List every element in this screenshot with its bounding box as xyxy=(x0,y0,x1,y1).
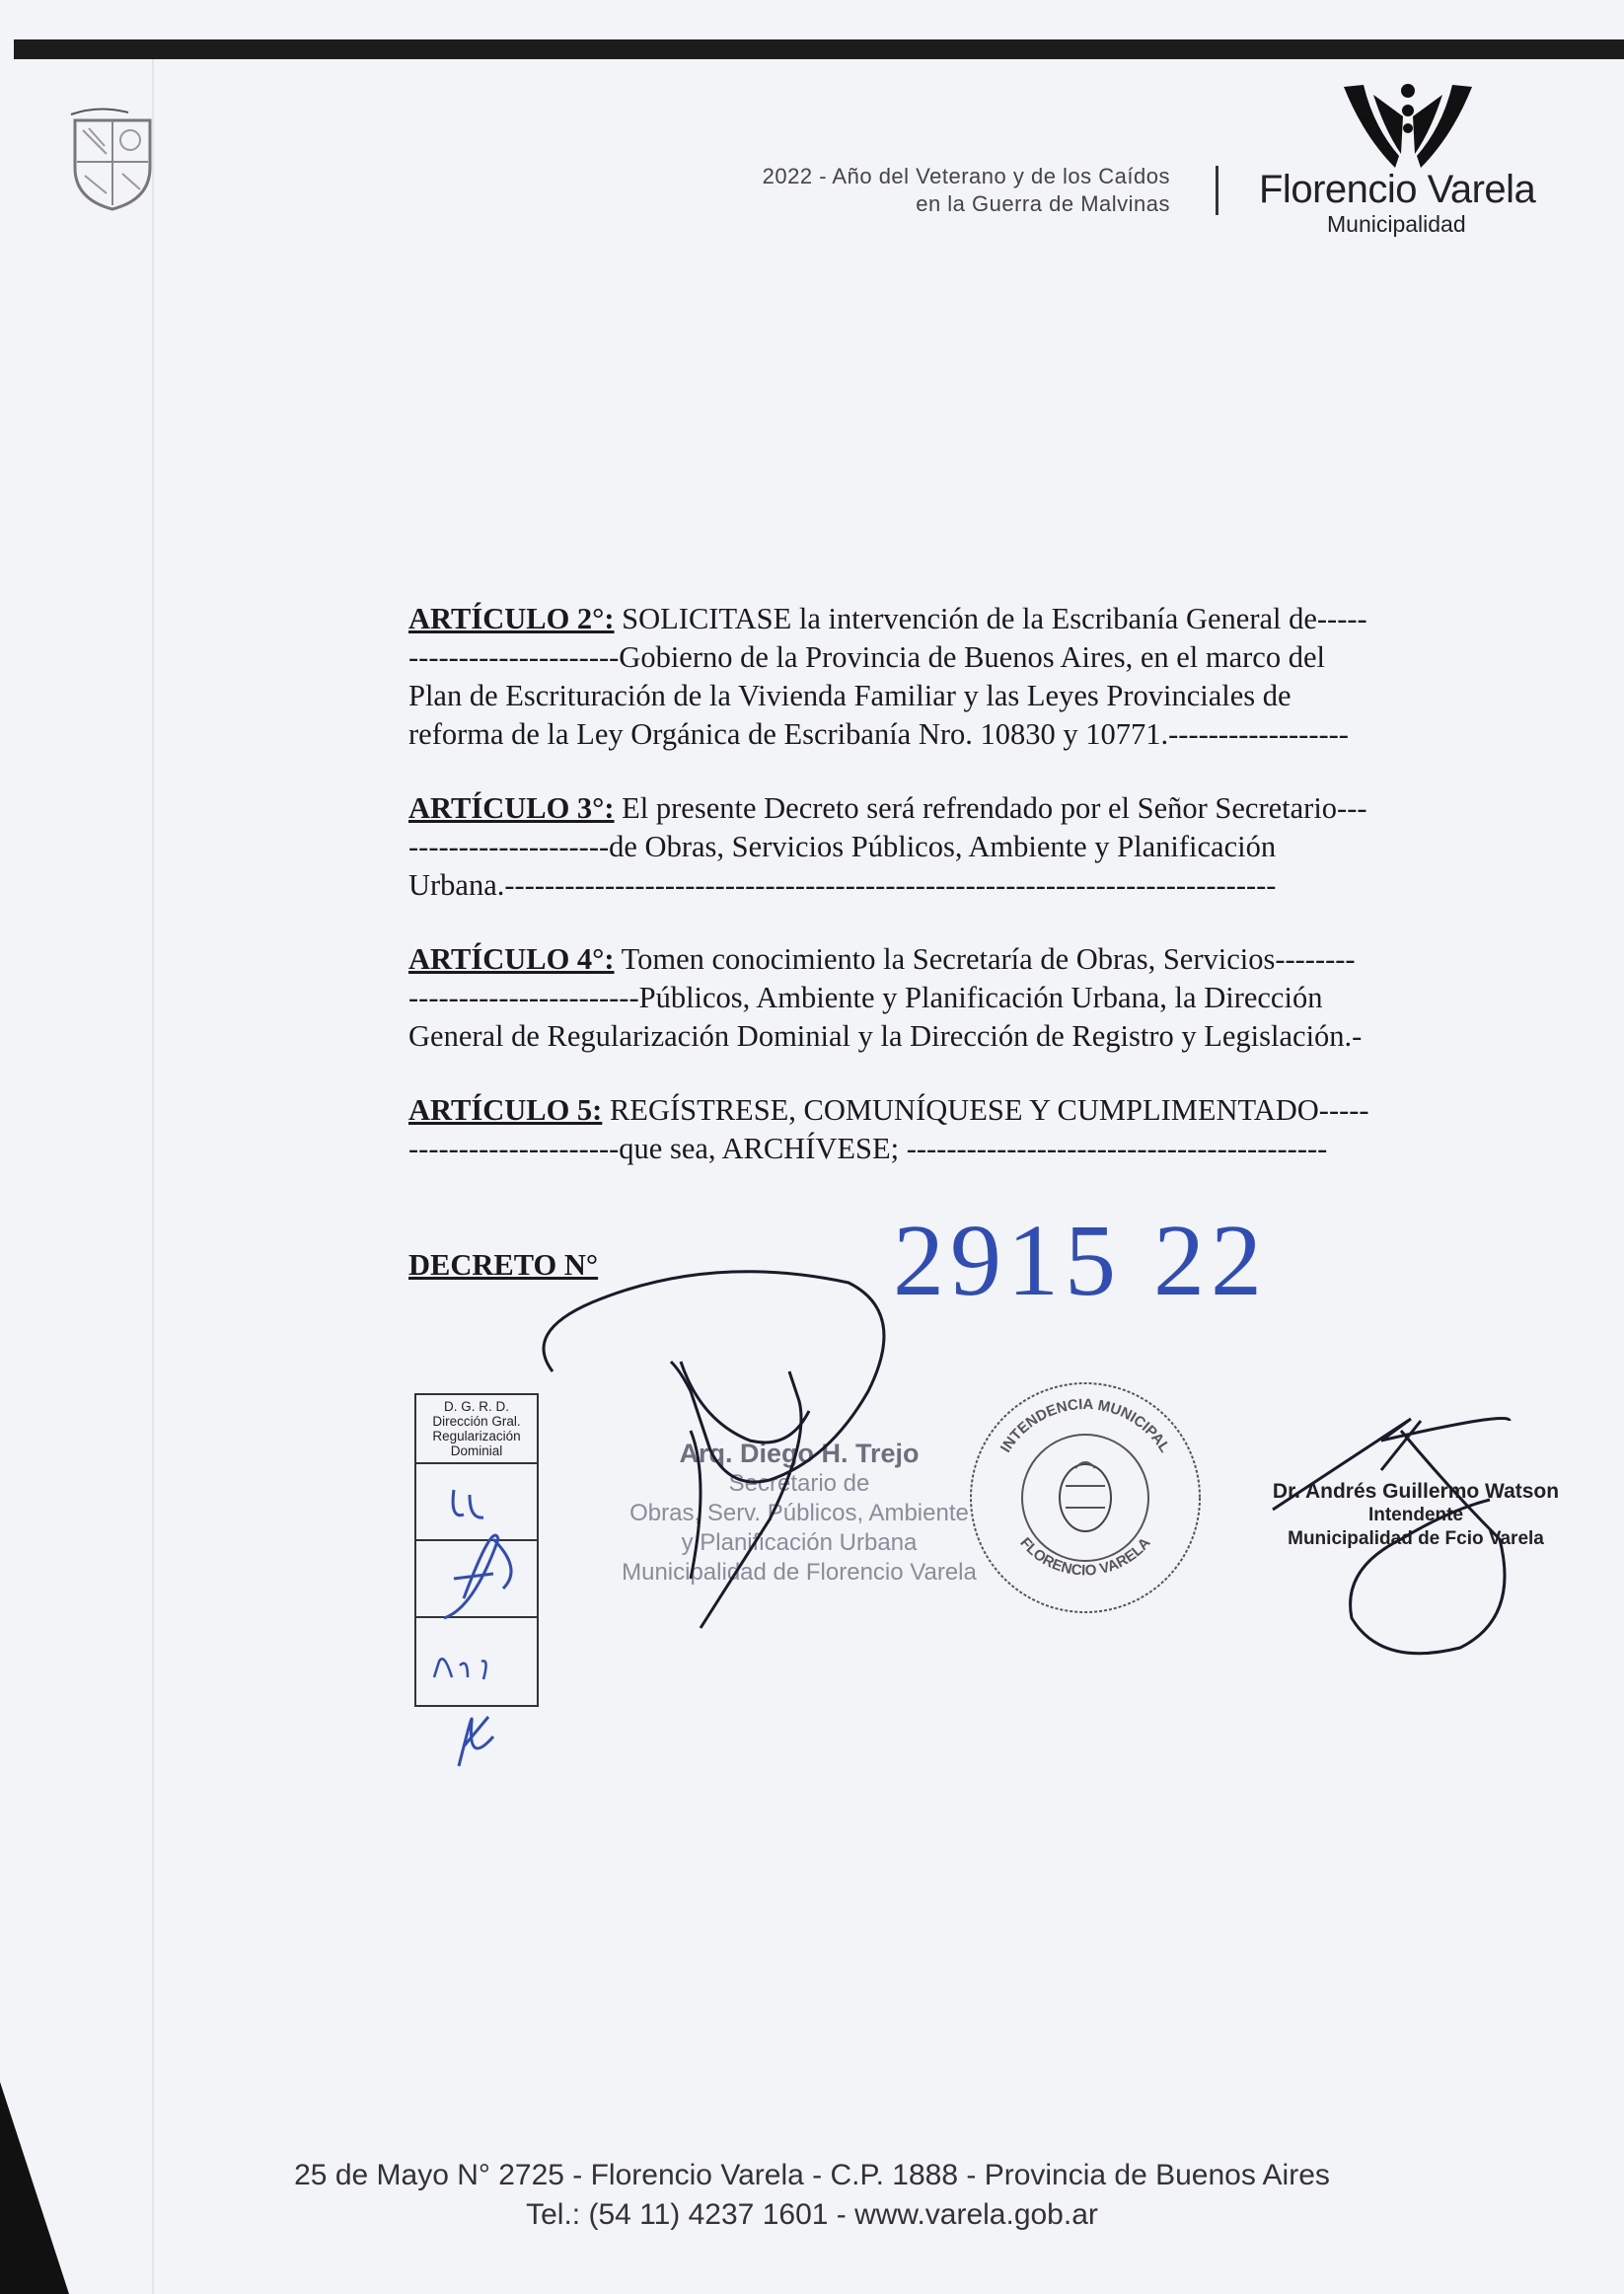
mayor-title-line: Intendente xyxy=(1367,1505,1464,1525)
article-line: General de Regularización Dominial y la Dirección de Registro y Legislación.- xyxy=(408,1019,1363,1053)
article-label: ARTÍCULO 5: xyxy=(408,1093,603,1127)
dgrd-stamp-header xyxy=(416,1395,537,1464)
decree-number-label: DECRETO N° xyxy=(408,1248,599,1282)
coat-of-arms-icon xyxy=(69,107,156,213)
article-text: SOLICITASE la intervención de la Escribanía General de----- xyxy=(614,602,1367,635)
article-label: ARTÍCULO 2°: xyxy=(408,602,615,635)
scan-corner-shadow xyxy=(0,2082,79,2294)
letterhead-footer xyxy=(0,2156,1624,2235)
seal-top-text: INTENDENCIA MUNICIPAL xyxy=(997,1395,1174,1456)
footer-address: 25 de Mayo N° 2725 - Florencio Varela - C.P. 1888 - Provincia de Buenos Aires xyxy=(294,2159,1330,2191)
header-divider xyxy=(1216,166,1218,215)
mayor-name: Dr. Andrés Guillermo Watson xyxy=(1272,1480,1560,1503)
article-line: -----------------------Públicos, Ambiente y Planificación Urbana, la Dirección xyxy=(408,981,1323,1014)
article-line: Plan de Escrituración de la Vivienda Familiar y las Leyes Provinciales de xyxy=(408,679,1292,712)
footer-contact: Tel.: (54 11) 4237 1601 - www.varela.gob.ar xyxy=(526,2198,1098,2231)
article-3 xyxy=(408,789,1460,905)
article-line xyxy=(408,1091,1460,1130)
secretary-title-line: Secretario de xyxy=(728,1470,870,1497)
initials-cell xyxy=(416,1541,537,1618)
article-line: reforma de la Ley Orgánica de Escribanía Nro. 10830 y 10771.------------------ xyxy=(408,717,1349,751)
article-text: El presente Decreto será refrendado por el Señor Secretario--- xyxy=(614,791,1367,825)
article-line: Urbana.----------------------------------------------------------------------------- xyxy=(408,868,1277,902)
article-line: ---------------------Gobierno de la Provincia de Buenos Aires, en el marco del xyxy=(408,640,1325,674)
initials-cell xyxy=(416,1618,537,1693)
article-text: REGÍSTRESE, COMUNÍQUESE Y CUMPLIMENTADO----- xyxy=(602,1093,1369,1127)
initials-cell xyxy=(416,1464,537,1541)
article-line xyxy=(408,600,1460,638)
florencio-varela-logo-icon xyxy=(1334,77,1482,176)
brand-subtitle: Municipalidad xyxy=(1327,211,1466,237)
article-line: ---------------------que sea, ARCHÍVESE; ------------------------------------------ xyxy=(408,1132,1328,1165)
decree-body xyxy=(408,600,1460,1204)
seal-bottom-text: FLORENCIO VARELA xyxy=(1016,1534,1154,1580)
secretary-stamp xyxy=(592,1439,1006,1588)
mayor-title-line: Municipalidad de Fcio Varela xyxy=(1288,1528,1544,1549)
dgrd-line: Dirección Gral. xyxy=(432,1414,521,1429)
year-motto-line-1: 2022 - Año del Veterano y de los Caídos xyxy=(762,164,1170,188)
article-label: ARTÍCULO 3°: xyxy=(408,791,615,825)
secretary-title-line: Obras, Serv. Públicos, Ambiente xyxy=(629,1500,969,1526)
initials-ink xyxy=(459,1717,493,1766)
article-2 xyxy=(408,600,1460,754)
year-motto-line-2: en la Guerra de Malvinas xyxy=(916,191,1170,216)
dgrd-line: Regularización xyxy=(432,1429,521,1443)
secretary-title-line: y Planificación Urbana xyxy=(681,1529,918,1556)
margin-rule xyxy=(152,59,154,2294)
dgrd-line: Dominial xyxy=(450,1443,503,1458)
mayor-stamp xyxy=(1253,1480,1579,1551)
dgrd-stamp-box xyxy=(414,1393,539,1707)
secretary-name: Arq. Diego H. Trejo xyxy=(679,1439,920,1468)
article-text: Tomen conocimiento la Secretaría de Obras, Servicios-------- xyxy=(614,942,1356,976)
article-label: ARTÍCULO 4°: xyxy=(408,942,615,976)
header-year-motto xyxy=(763,163,1170,218)
article-line xyxy=(408,940,1460,979)
decree-number-stamp: 2915 22 xyxy=(893,1204,1268,1317)
article-line xyxy=(408,789,1460,828)
top-border-bar xyxy=(14,39,1624,59)
dgrd-line: D. G. R. D. xyxy=(443,1399,509,1414)
article-5 xyxy=(408,1091,1460,1168)
brand-name: Florencio Varela xyxy=(1259,168,1536,211)
municipal-seal-icon xyxy=(957,1369,1214,1626)
article-4 xyxy=(408,940,1460,1056)
article-line: --------------------de Obras, Servicios Públicos, Ambiente y Planificación xyxy=(408,830,1277,863)
secretary-title-line: Municipalidad de Florencio Varela xyxy=(622,1559,977,1586)
